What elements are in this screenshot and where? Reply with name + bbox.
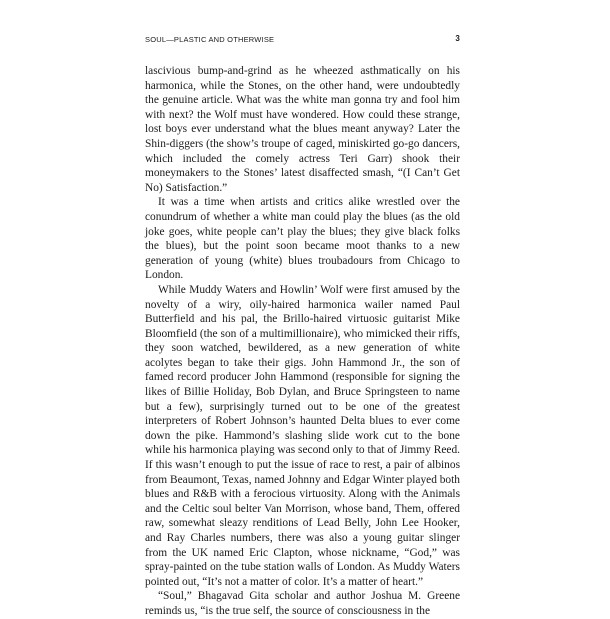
paragraph: lascivious bump-and-grind as he wheezed asthmatically on his harmonica, while the Stones, on the other hand, were undoubtedly the genuine article. What was the white man gonna try and fool him with next? the Wolf must have wondered. How could these strange, lost boys ever understand what the blues meant anyway? Later the Shin-diggers (the show’s troupe of caged, miniskirted go-go dancers, which included the comely actress Teri Garr) shook their moneymakers to the Stones’ latest disaffected smash, “(I Can’t Get No) Satisfaction.” xyxy=(145,65,460,194)
paragraph: “Soul,” Bhagavad Gita scholar and author Joshua M. Greene reminds us, “is the true self, the source of consciousness in the xyxy=(145,590,460,617)
paragraph: It was a time when artists and critics alike wrestled over the conundrum of whether a white man could play the blues (as the old joke goes, white people can’t play the blues; they give black folks the blues), but the point soon became moot thanks to a new generation of young (white) blues troubadours from Chicago to London. xyxy=(145,196,460,282)
page-number: 3 xyxy=(455,34,460,43)
paragraph: While Muddy Waters and Howlin’ Wolf were first amused by the novelty of a wiry, oily-haired harmonica wailer named Paul Butterfield and his pal, the Brillo-haired virtuosic guitarist Mike Bloomfield (the son of a multimillionaire), who mimicked their riffs, they soon watched, bewildered, as a new generation of white acolytes began to take their gigs. John Hammond Jr., the son of famed record producer John Hammond (responsible for signing the likes of Billie Holiday, Bob Dylan, and Bruce Springsteen to name but a few), surprisingly turned out to be one of the greatest interpreters of Robert Johnson’s haunted Delta blues to ever come down the pike. Hammond’s slashing slide work cut to the bone while his harmonica playing was second only to that of Jimmy Reed. If this wasn’t enough to put the issue of race to rest, a pair of albinos from Beaumont, Texas, named Johnny and Edgar Winter played both blues and R&B with a ferocious virtuosity. Along with the Animals and the Celtic soul belter Van Morrison, whose band, Them, offered raw, somewhat sleazy renditions of Lead Belly, John Lee Hooker, and Ray Charles numbers, there was also a young guitar slinger from the UK named Eric Clapton, whose nickname, “God,” was spray-painted on the tube station walls of London. As Muddy Waters pointed out, “It’s not a matter of color. It’s a matter of heart.” xyxy=(145,283,460,588)
running-title: SOUL—PLASTIC AND OTHERWISE xyxy=(145,35,275,44)
running-head xyxy=(145,35,460,47)
body-text xyxy=(145,64,460,619)
